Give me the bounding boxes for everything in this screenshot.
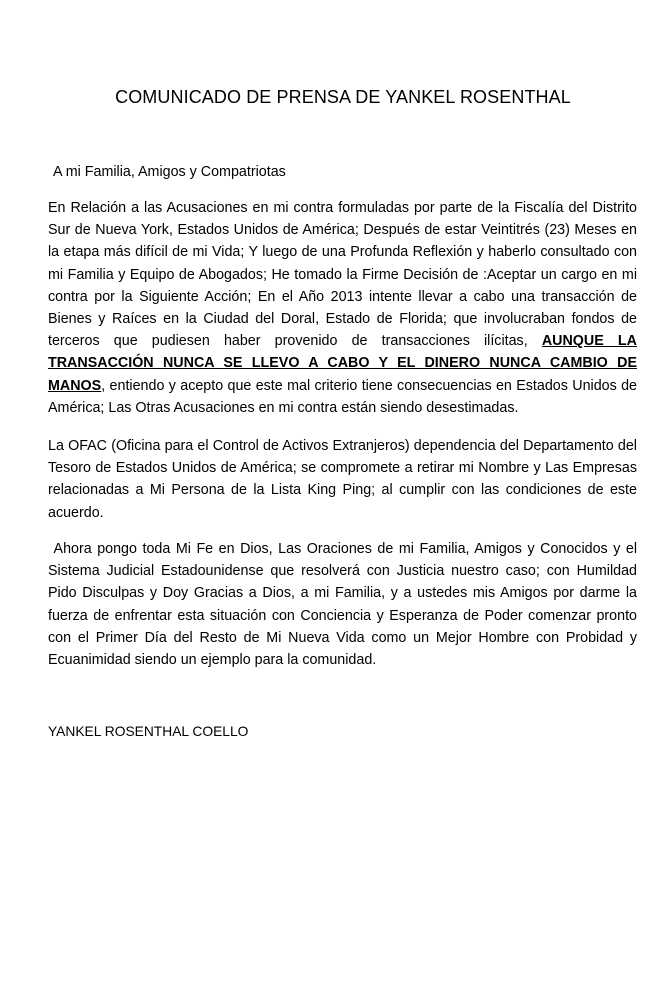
paragraph-closing-text: Ahora pongo toda Mi Fe en Dios, Las Oraciones de mi Familia, Amigos y Conocidos y el Sistema Judicial Estadounidense que resolverá con Justicia nuestro caso; con Humildad Pido Disculpas y Doy Gracias a Dios, a mi Familia, y a ustedes mis Amigos por darme la fuerza de enfrentar esta situación con Conciencia y Esperanza de Poder comenzar pronto con el Primer Día del Resto de Mi Nueva Vida como un Mejor Hombre con Probidad y Ecuanimidad siendo un ejemplo para la comunidad. xyxy=(48,541,637,669)
paragraph-charges-emphasis: AUNQUE LA TRANSACCIÓN NUNCA SE LLEVO A CABO Y EL DINERO NUNCA CAMBIO DE MANOS xyxy=(48,333,637,394)
paragraph-charges-text-before: En Relación a las Acusaciones en mi contra formuladas por parte de la Fiscalía del Distrito Sur de Nueva York, Estados Unidos de América; Después de estar Veintitrés (23) Meses en la etapa más difícil de mi Vida; Y luego de una Profunda Reflexión y haberlo consultado con mi Familia y Equipo de Abogados; He tomado la Firme Decisión de :Aceptar un cargo en mi contra por la Siguiente Acción; En el Año 2013 intente llevar a cabo una transacción de Bienes y Raíces en la Ciudad del Doral, Estado de Florida; que involucraban fondos de terceros que pudiesen haber provenido de transacciones ilícitas, xyxy=(48,200,637,350)
salutation: A mi Familia, Amigos y Compatriotas xyxy=(53,164,286,180)
paragraph-charges-text-after: , entiendo y acepto que este mal criterio tiene consecuencias en Estados Unidos de América; Las Otras Acusaciones en mi contra están siendo desestimadas. xyxy=(48,377,637,416)
paragraph-ofac: La OFAC (Oficina para el Control de Activos Extranjeros) dependencia del Departamento del Tesoro de Estados Unidos de América; se compromete a retirar mi Nombre y Las Empresas relacionadas a Mi Persona de la Lista King Ping; al cumplir con las condiciones de este acuerdo. xyxy=(48,438,637,521)
document-title: COMUNICADO DE PRENSA DE YANKEL ROSENTHAL xyxy=(115,87,571,107)
paragraph-charges-statement xyxy=(48,197,637,419)
signature: YANKEL ROSENTHAL COELLO xyxy=(48,724,249,739)
paragraph-closing xyxy=(48,538,637,671)
